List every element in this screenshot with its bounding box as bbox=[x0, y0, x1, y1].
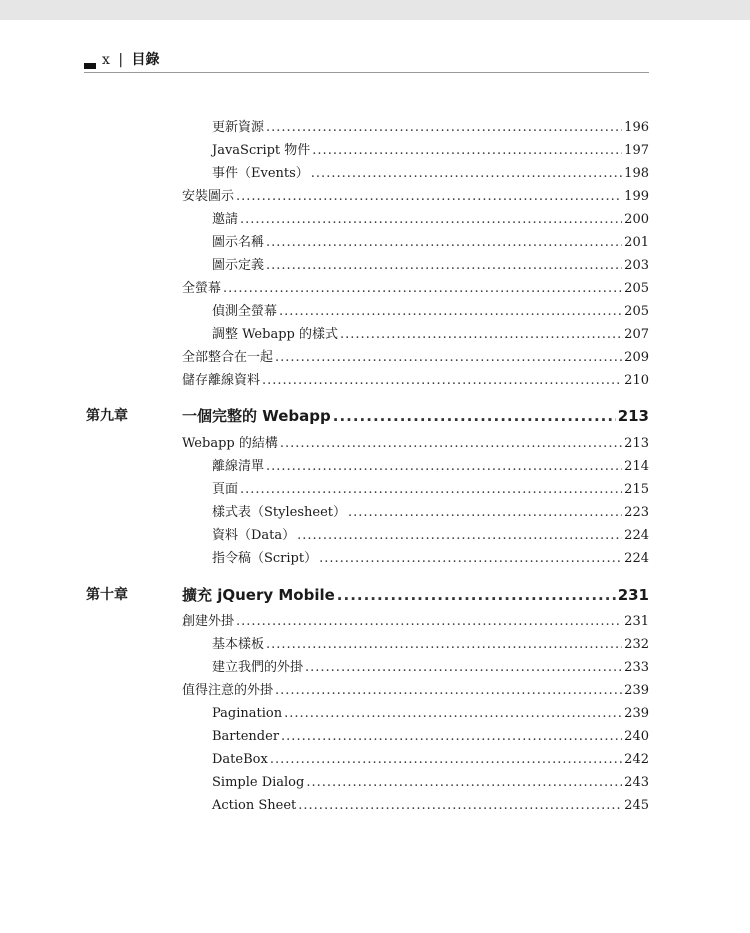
leader-dots bbox=[266, 635, 622, 655]
toc-entry[interactable] bbox=[212, 773, 649, 793]
toc-entry[interactable] bbox=[212, 325, 649, 345]
toc-entry-title: 離線清單 bbox=[212, 459, 265, 474]
toc-entry-title: 儲存離線資料 bbox=[182, 373, 261, 388]
leader-dots bbox=[305, 658, 622, 678]
toc-entry-title: 全螢幕 bbox=[182, 281, 222, 296]
toc-entry[interactable] bbox=[212, 658, 649, 678]
leader-dots bbox=[270, 750, 622, 770]
leader-dots bbox=[279, 302, 622, 322]
header-text bbox=[102, 50, 160, 70]
top-band bbox=[0, 0, 750, 20]
toc-entry[interactable] bbox=[212, 526, 649, 546]
toc-entry[interactable] bbox=[182, 612, 649, 632]
header-title: 目錄 bbox=[131, 52, 160, 68]
chapter-9-number: 第九章 bbox=[86, 408, 128, 424]
leader-dots bbox=[240, 480, 622, 500]
toc-entry-title: 指令稿（Script） bbox=[212, 551, 318, 566]
page-number: x bbox=[102, 52, 110, 68]
leader-dots bbox=[266, 256, 622, 276]
toc-entry-title: Action Sheet bbox=[212, 798, 297, 813]
leader-dots bbox=[266, 118, 622, 138]
toc-entry-title: 安裝圖示 bbox=[182, 189, 235, 204]
toc-entry-page: 207 bbox=[624, 327, 649, 342]
toc-entry-page: 233 bbox=[624, 660, 649, 675]
toc-entry[interactable] bbox=[212, 635, 649, 655]
toc-entry-title: 創建外掛 bbox=[182, 614, 235, 629]
leader-dots bbox=[240, 210, 622, 230]
toc-entry-page: 196 bbox=[624, 120, 649, 135]
toc-entry[interactable] bbox=[212, 164, 649, 184]
leader-dots bbox=[280, 434, 622, 454]
leader-dots bbox=[311, 164, 622, 184]
toc-entry-page: 215 bbox=[624, 482, 649, 497]
toc-entry[interactable] bbox=[182, 348, 649, 368]
toc-entry-page: 205 bbox=[624, 304, 649, 319]
toc-entry-page: 213 bbox=[624, 436, 649, 451]
chapter-9-title: 一個完整的 Webapp bbox=[182, 407, 331, 425]
toc-entry-page: 197 bbox=[624, 143, 649, 158]
header-separator: | bbox=[118, 52, 124, 68]
toc-entry-title: 樣式表（Stylesheet） bbox=[212, 505, 346, 520]
leader-dots bbox=[266, 233, 622, 253]
toc-entry[interactable] bbox=[212, 141, 649, 161]
leader-dots bbox=[319, 549, 622, 569]
toc-entry-title: 資料（Data） bbox=[212, 528, 296, 543]
toc-entry[interactable] bbox=[212, 118, 649, 138]
toc-entry-page: 214 bbox=[624, 459, 649, 474]
leader-dots bbox=[236, 612, 622, 632]
toc-entry[interactable] bbox=[182, 434, 649, 454]
toc-entry-title: Bartender bbox=[212, 729, 280, 744]
toc-entry-title: 更新資源 bbox=[212, 120, 265, 135]
header-marker bbox=[84, 63, 96, 69]
toc-entry-page: 242 bbox=[624, 752, 649, 767]
chapter-10-page: 231 bbox=[617, 586, 649, 604]
toc-entry-title: 偵測全螢幕 bbox=[212, 304, 278, 319]
toc-entry[interactable] bbox=[212, 549, 649, 569]
toc-entry[interactable] bbox=[212, 503, 649, 523]
chapter-10-heading[interactable] bbox=[182, 585, 649, 605]
toc-entry[interactable] bbox=[212, 457, 649, 477]
toc-entry[interactable] bbox=[182, 371, 649, 391]
toc-entry[interactable] bbox=[212, 210, 649, 230]
toc-entry-page: 240 bbox=[624, 729, 649, 744]
leader-dots bbox=[262, 371, 622, 391]
toc-entry-page: 209 bbox=[624, 350, 649, 365]
toc-entry-title: 基本樣板 bbox=[212, 637, 265, 652]
leader-dots bbox=[284, 704, 622, 724]
toc-entry-page: 223 bbox=[624, 505, 649, 520]
leader-dots bbox=[298, 796, 622, 816]
toc-entry[interactable] bbox=[212, 480, 649, 500]
leader-dots bbox=[275, 681, 622, 701]
toc-entry-title: DateBox bbox=[212, 752, 268, 767]
toc-entry-title: Webapp 的結構 bbox=[182, 436, 278, 451]
toc-entry-title: Simple Dialog bbox=[212, 775, 305, 790]
leader-dots bbox=[236, 187, 622, 207]
toc-entry[interactable] bbox=[182, 187, 649, 207]
toc-entry-page: 224 bbox=[624, 551, 649, 566]
toc-entry[interactable] bbox=[212, 233, 649, 253]
toc-entry-title: 全部整合在一起 bbox=[182, 350, 274, 365]
toc-entry-title: 頁面 bbox=[212, 482, 239, 497]
toc-entry[interactable] bbox=[182, 681, 649, 701]
leader-dots bbox=[275, 348, 622, 368]
toc-entry[interactable] bbox=[212, 256, 649, 276]
toc-entry-page: 239 bbox=[624, 706, 649, 721]
leader-dots bbox=[306, 773, 622, 793]
toc-entry-title: Pagination bbox=[212, 706, 283, 721]
leader-dots bbox=[337, 585, 616, 605]
leader-dots bbox=[340, 325, 622, 345]
toc-entry-title: 調整 Webapp 的樣式 bbox=[212, 327, 338, 342]
toc-entry-title: 圖示名稱 bbox=[212, 235, 265, 250]
toc-entry-title: 邀請 bbox=[212, 212, 239, 227]
toc-entry[interactable] bbox=[212, 750, 649, 770]
toc-entry-page: 232 bbox=[624, 637, 649, 652]
toc-entry-title: 事件（Events） bbox=[212, 166, 309, 181]
toc-entry-page: 198 bbox=[624, 166, 649, 181]
toc-entry-page: 245 bbox=[624, 798, 649, 813]
leader-dots bbox=[333, 406, 616, 426]
toc-entry-page: 224 bbox=[624, 528, 649, 543]
chapter-10-number: 第十章 bbox=[86, 587, 128, 603]
toc-entry[interactable] bbox=[212, 727, 649, 747]
toc-entry-page: 201 bbox=[624, 235, 649, 250]
leader-dots bbox=[297, 526, 622, 546]
toc-entry[interactable] bbox=[212, 704, 649, 724]
page-header bbox=[84, 50, 649, 70]
chapter-9-heading[interactable] bbox=[182, 406, 649, 426]
leader-dots bbox=[312, 141, 622, 161]
leader-dots bbox=[223, 279, 622, 299]
chapter-10-title: 擴充 jQuery Mobile bbox=[182, 586, 335, 604]
toc-entry[interactable] bbox=[212, 796, 649, 816]
toc-entry-page: 210 bbox=[624, 373, 649, 388]
toc-entry-page: 239 bbox=[624, 683, 649, 698]
header-rule bbox=[84, 72, 649, 73]
toc-entry-page: 203 bbox=[624, 258, 649, 273]
toc-entry-page: 243 bbox=[624, 775, 649, 790]
toc-entry-title: 圖示定義 bbox=[212, 258, 265, 273]
toc-entry-title: JavaScript 物件 bbox=[212, 143, 311, 158]
toc-entry-page: 200 bbox=[624, 212, 649, 227]
toc-entry-page: 205 bbox=[624, 281, 649, 296]
toc-entry-page: 199 bbox=[624, 189, 649, 204]
toc-entry-title: 值得注意的外掛 bbox=[182, 683, 274, 698]
leader-dots bbox=[266, 457, 622, 477]
leader-dots bbox=[348, 503, 622, 523]
leader-dots bbox=[281, 727, 622, 747]
toc-entry-page: 231 bbox=[624, 614, 649, 629]
toc-entry-title: 建立我們的外掛 bbox=[212, 660, 304, 675]
chapter-9-page: 213 bbox=[617, 407, 649, 425]
toc-entry[interactable] bbox=[182, 279, 649, 299]
toc-entry[interactable] bbox=[212, 302, 649, 322]
